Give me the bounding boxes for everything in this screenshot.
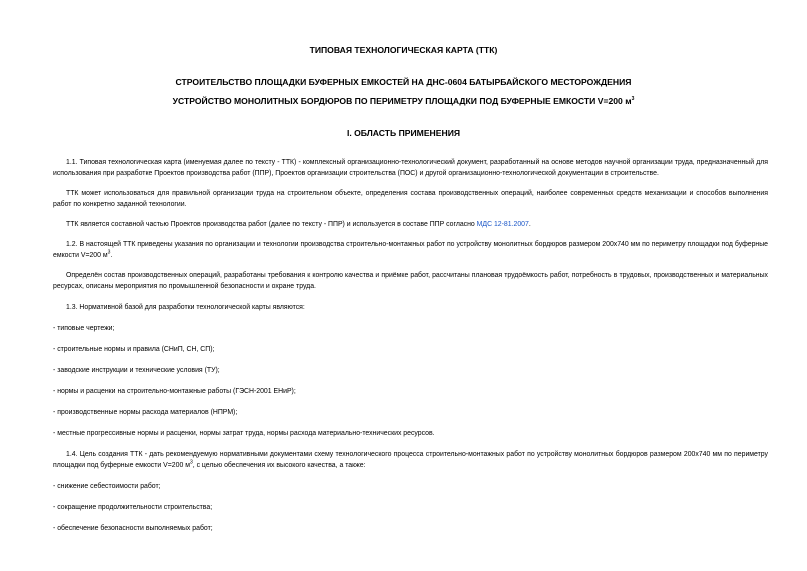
mds-link[interactable]: МДС 12-81.2007 xyxy=(476,221,529,228)
paragraph-1-2-end: . xyxy=(110,251,113,259)
list-item: - производственные нормы расхода материалов (НПРМ); xyxy=(53,409,238,416)
list-item: - типовые чертежи; xyxy=(53,325,115,332)
subtitle-2-sup: 3 xyxy=(631,96,635,103)
paragraph-1-2 xyxy=(53,240,768,261)
paragraph-operations: Определён состав производственных операций, разработаны требования к контролю качества и приёмке работ, рассчитаны плановая трудоёмкость работ, потребность в трудовых, производственных и материальных ресурсах, описаны мероприятия по промышленной безопасности и охране труда. xyxy=(53,272,768,290)
list-item: - нормы и расценки на строительно-монтажные работы (ГЭСН-2001 ЕНиР); xyxy=(53,388,296,395)
list-item: - местные прогрессивные нормы и расценки, нормы затрат труда, нормы расхода материально-технических ресурсов. xyxy=(53,430,435,437)
document-title: ТИПОВАЯ ТЕХНОЛОГИЧЕСКАЯ КАРТА (ТТК) xyxy=(309,45,498,55)
paragraph-ttk-part-text: ТТК является составной частью Проектов производства работ (далее по тексту - ППР) и используется в составе ППР согласно xyxy=(66,221,477,228)
document-subtitle-1: СТРОИТЕЛЬСТВО ПЛОЩАДКИ БУФЕРНЫХ ЕМКОСТЕЙ НА ДНС-0604 БАТЫРБАЙСКОГО МЕСТОРОЖДЕНИЯ xyxy=(175,77,632,87)
list-item: - строительные нормы и правила (СНиП, СН, СП); xyxy=(53,346,215,353)
paragraph-1-4-end: , с целью обеспечения их высокого качества, а также: xyxy=(192,461,366,469)
section-title: I. ОБЛАСТЬ ПРИМЕНЕНИЯ xyxy=(346,128,461,138)
paragraph-1-3: 1.3. Нормативной базой для разработки технологической карты являются: xyxy=(66,304,305,311)
subtitle-2-text: УСТРОЙСТВО МОНОЛИТНЫХ БОРДЮРОВ ПО ПЕРИМЕТРУ ПЛОЩАДКИ ПОД БУФЕРНЫЕ ЕМКОСТИ V=200 м xyxy=(172,96,632,106)
paragraph-1-2-text: 1.2. В настоящей ТТК приведены указания по организации и технологии производства строительно-монтажных работ по устройству монолитных бордюров размером 200х740 мм по периметру площадки под буферные емкости V=200 м xyxy=(53,241,768,259)
list-item: - заводские инструкции и технические условия (ТУ); xyxy=(53,367,220,374)
paragraph-ttk-usage: ТТК может использоваться для правильной организации труда на строительном объекте, определения состава производственных операций, наиболее современных средств механизации и способов выполнения работ по конкретно заданной технологии. xyxy=(53,190,768,208)
paragraph-1-4-text: 1.4. Цель создания ТТК - дать рекомендуемую нормативными документами схему технологического процесса строительно-монтажных работ по устройству монолитных бордюров размером 200х740 мм по периметру площадки под буферные емкости V=200 м xyxy=(53,451,768,469)
list-item: - сокращение продолжительности строительства; xyxy=(53,504,213,511)
paragraph-1-2-sup: 3 xyxy=(107,249,111,256)
list-item: - снижение себестоимости работ; xyxy=(53,483,161,490)
document-subtitle-2 xyxy=(0,96,807,107)
paragraph-1-4-sup: 3 xyxy=(189,459,193,466)
paragraph-1-1: 1.1. Типовая технологическая карта (именуемая далее по тексту - ТТК) - комплексный организационно-технологический документ, разработанный на основе методов научной организации труда, предназначенный для использования при разработке Проектов производства работ (ППР), Проектов организации строительства (ПОС) и другой организационно-технологической документации в строительстве. xyxy=(53,159,768,177)
paragraph-1-4 xyxy=(53,450,768,471)
list-item: - обеспечение безопасности выполняемых работ; xyxy=(53,525,213,532)
paragraph-ttk-part-of-ppr xyxy=(53,220,768,231)
paragraph-ttk-part-end: . xyxy=(528,221,531,228)
